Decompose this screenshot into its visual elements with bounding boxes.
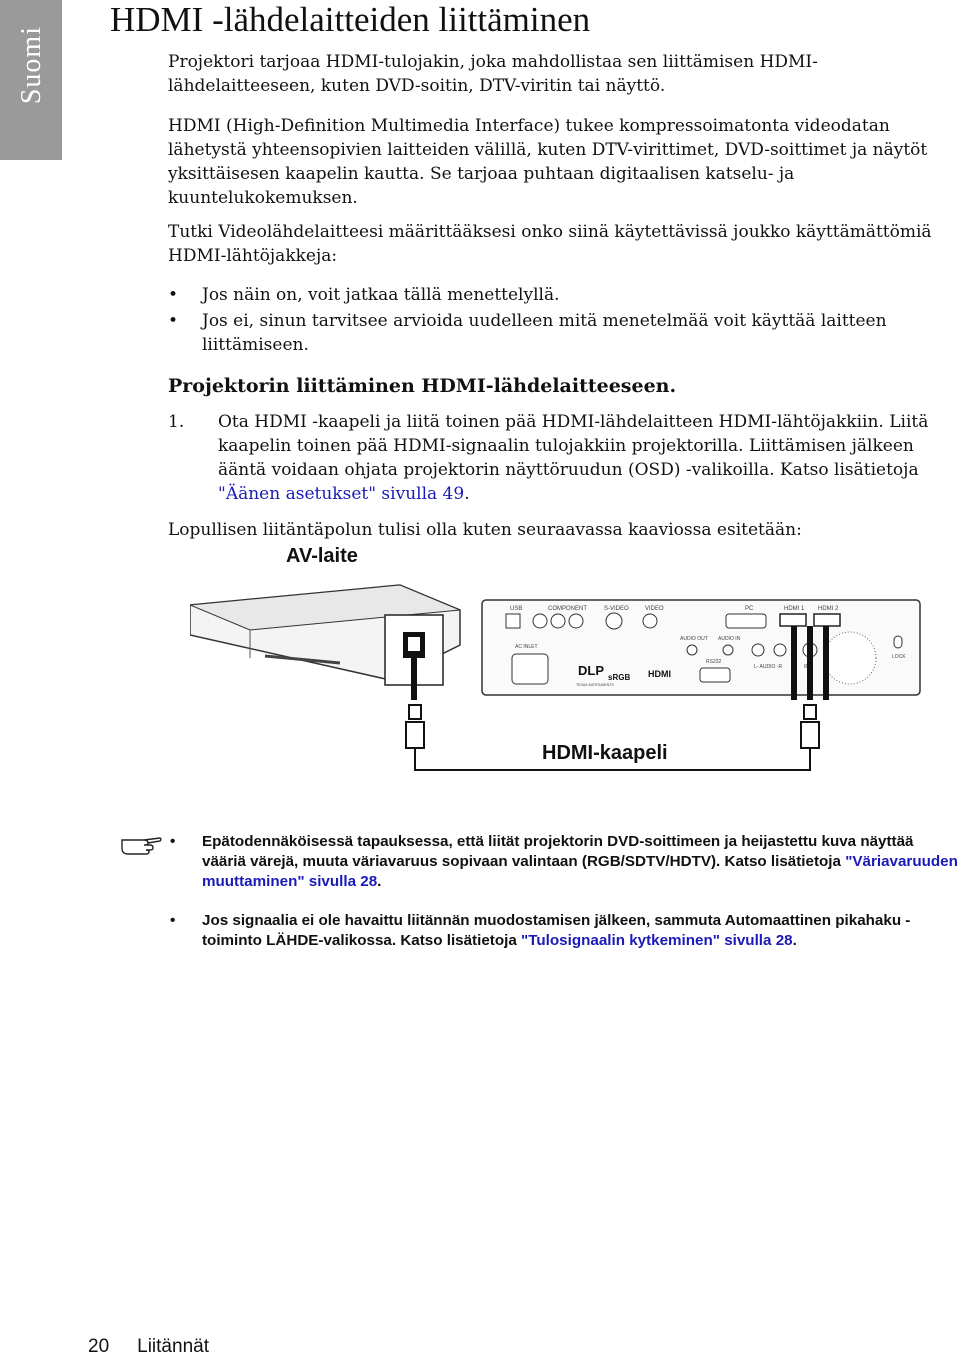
port-label: RS232 xyxy=(706,659,722,665)
section-subheading: Projektorin liittäminen HDMI-lähdelaitteeseen. xyxy=(168,375,677,397)
connection-diagram xyxy=(190,540,930,780)
port-label: IR xyxy=(804,664,809,670)
note-item: • Jos signaalia ei ole havaittu liitännän muodostamisen jälkeen, sammuta Automaattinen pikahaku -toiminto LÄHDE-valikossa. Katso lisätietoja "Tulosignaalin kytkeminen" sivulla 28. xyxy=(170,912,911,949)
port-label: AUDIO IN xyxy=(718,636,741,642)
port-label: S-VIDEO xyxy=(604,606,629,612)
dlp-logo: DLP xyxy=(578,663,604,678)
port-label: L- AUDIO -R xyxy=(754,664,783,670)
note-item: • Epätodennäköisessä tapauksessa, että liität projektorin DVD-soittimeen ja heijastettu kuva näyttää vääriä värejä, muuta väriavaruus sopivaan valintaan (RGB/SDTV/HDTV). Katso lisätietoja "Väriavaruuden muuttaminen" sivulla 28. xyxy=(170,833,958,890)
language-tab xyxy=(0,0,62,160)
av-device-label: AV-laite xyxy=(286,545,358,567)
check-paragraph: Tutki Videolähdelaitteesi määrittääksesi onko siinä käytettävissä joukko käyttämättömiä HDMI-lähtöjakkeja: xyxy=(168,222,932,266)
color-space-link[interactable]: "Väriavaruuden muuttaminen" sivulla 28 xyxy=(202,853,958,890)
av-device xyxy=(190,585,460,685)
cable-label: HDMI-kaapeli xyxy=(542,742,668,764)
final-line: Lopullisen liitäntäpolun tulisi olla kuten seuraavassa kaaviossa esitetään: xyxy=(168,520,802,540)
intro-paragraph: Projektori tarjoaa HDMI-tulojakin, joka mahdollistaa sen liittämisen HDMI-lähdelaitteeseen, kuten DVD-soitin, DTV-viritin tai näyttö. xyxy=(168,52,818,96)
input-switch-link[interactable]: "Tulosignaalin kytkeminen" sivulla 28 xyxy=(521,932,793,949)
port-label: COMPONENT xyxy=(548,606,587,612)
page-title: HDMI -lähdelaitteiden liittäminen xyxy=(110,0,591,39)
language-label: Suomi xyxy=(16,26,47,105)
audio-settings-link[interactable]: "Äänen asetukset" sivulla 49 xyxy=(218,484,465,504)
port-label: AUDIO OUT xyxy=(680,636,708,642)
hdmi-description: HDMI (High-Definition Multimedia Interface) tukee kompressoimatonta videodatan lähetystä yhteensopivien laitteiden välillä, kuten DTV-virittimet, DVD-soittimet ja näytöt yksittäisesen kaapelin kautta. Se tarjoaa puhtaan digitaalisen katselu- ja kuuntelukokemuksen. xyxy=(168,116,928,208)
pointing-hand-icon xyxy=(120,828,164,856)
port-label: LOCK xyxy=(892,654,906,660)
port-label: VIDEO xyxy=(645,606,664,612)
hdmi-logo: HDMI xyxy=(648,669,671,679)
list-item: • Jos näin on, voit jatkaa tällä menettelyllä. xyxy=(168,285,560,305)
srgb-logo: sRGB xyxy=(608,673,631,682)
section-name: Liitännät xyxy=(137,1336,209,1357)
list-item: • Jos ei, sinun tarvitsee arvioida uudelleen mitä menetelmää voit käyttää laitteen liittämiseen. xyxy=(168,311,887,355)
port-label: PC xyxy=(745,606,754,612)
port-label: AC INLET xyxy=(515,644,538,650)
projector-panel xyxy=(482,600,920,695)
page-footer xyxy=(88,1336,209,1358)
ti-logo: TEXAS INSTRUMENTS xyxy=(576,683,614,687)
page-number: 20 xyxy=(88,1336,110,1357)
port-label: HDMI 2 xyxy=(818,606,839,612)
step-1: 1. Ota HDMI -kaapeli ja liitä toinen pää HDMI-lähdelaitteen HDMI-lähtöjakkiin. Liitä kaapelin toinen pää HDMI-signaalin tulojakkiin projektorilla. Liittämisen jälkeen ääntä voidaan ohjata projektorin näyttöruudun (OSD) -valikoilla. Katso lisätietoja "Äänen asetukset" sivulla 49. xyxy=(168,412,929,504)
bullet-list xyxy=(168,283,948,357)
port-label: USB xyxy=(510,606,523,612)
port-label: HDMI 1 xyxy=(784,606,805,612)
